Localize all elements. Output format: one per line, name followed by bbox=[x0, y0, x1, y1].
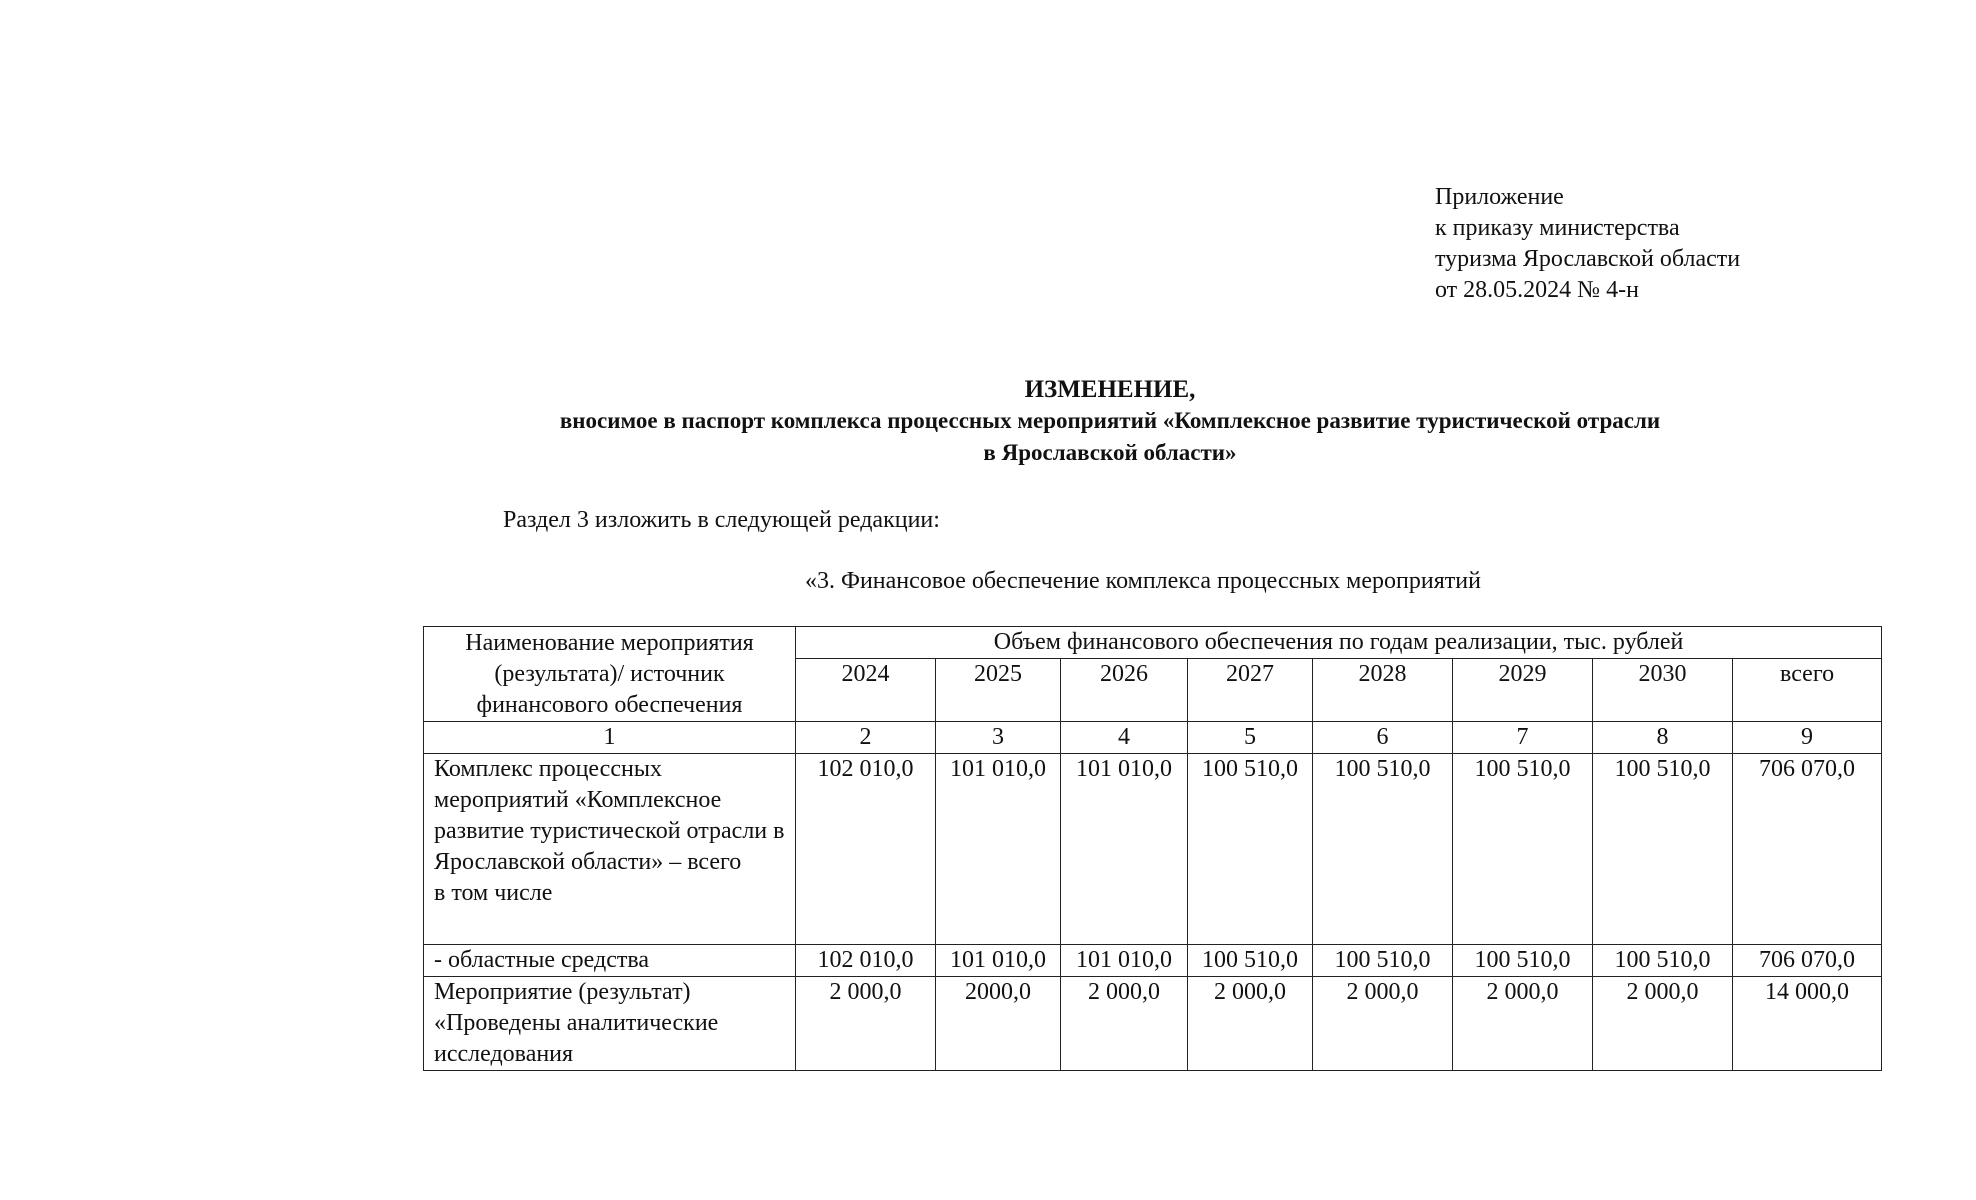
column-number: 7 bbox=[1453, 722, 1593, 754]
heading-line-2: вносимое в паспорт комплекса процессных мероприятий «Комплексное развитие туристической отрасли bbox=[559, 408, 1661, 433]
value-cell: 101 010,0 bbox=[936, 754, 1061, 945]
year-header-2025: 2025 bbox=[936, 659, 1061, 722]
value-cell: 101 010,0 bbox=[936, 945, 1061, 977]
row-name: Комплекс процессных мероприятий «Комплексное развитие туристической отрасли в Ярославской области» – всего в том числе bbox=[424, 754, 796, 945]
appendix-line-1: Приложение bbox=[1435, 184, 1564, 210]
year-header-2024: 2024 bbox=[796, 659, 936, 722]
appendix-line-3: туризма Ярославской области bbox=[1435, 246, 1741, 272]
year-header-2027: 2027 bbox=[1188, 659, 1313, 722]
value-cell-total: 706 070,0 bbox=[1733, 754, 1882, 945]
value-cell: 2 000,0 bbox=[1061, 977, 1188, 1071]
value-cell-total: 706 070,0 bbox=[1733, 945, 1882, 977]
value-cell: 100 510,0 bbox=[1453, 754, 1593, 945]
value-cell: 2 000,0 bbox=[1188, 977, 1313, 1071]
appendix-line-2: к приказу министерства bbox=[1435, 215, 1680, 241]
appendix-line-4: от 28.05.2024 № 4-н bbox=[1435, 277, 1639, 303]
column-number: 6 bbox=[1313, 722, 1453, 754]
column-number-row bbox=[424, 722, 1882, 754]
heading-line-3: в Ярославской области» bbox=[983, 440, 1237, 465]
year-header-2030: 2030 bbox=[1593, 659, 1733, 722]
value-cell-total: 14 000,0 bbox=[1733, 977, 1882, 1071]
value-cell: 2 000,0 bbox=[1313, 977, 1453, 1071]
value-cell: 2 000,0 bbox=[1453, 977, 1593, 1071]
table-row-analytics-event bbox=[424, 977, 1882, 1071]
value-cell: 102 010,0 bbox=[796, 945, 936, 977]
row-name: Мероприятие (результат) «Проведены аналитические исследования bbox=[424, 977, 796, 1071]
row-name: - областные средства bbox=[424, 945, 796, 977]
column-number: 5 bbox=[1188, 722, 1313, 754]
value-cell: 2 000,0 bbox=[796, 977, 936, 1071]
financing-table bbox=[423, 626, 1882, 1071]
value-cell: 100 510,0 bbox=[1593, 754, 1733, 945]
document-heading bbox=[380, 375, 1840, 469]
value-cell: 100 510,0 bbox=[1593, 945, 1733, 977]
year-header-2029: 2029 bbox=[1453, 659, 1593, 722]
financing-group-header: Объем финансового обеспечения по годам реализации, тыс. рублей bbox=[796, 627, 1882, 659]
year-header-2026: 2026 bbox=[1061, 659, 1188, 722]
table-header-row bbox=[424, 627, 1882, 659]
section-title: «3. Финансовое обеспечение комплекса процессных мероприятий bbox=[805, 568, 1481, 594]
column-number: 8 bbox=[1593, 722, 1733, 754]
year-header-2028: 2028 bbox=[1313, 659, 1453, 722]
value-cell: 102 010,0 bbox=[796, 754, 936, 945]
value-cell: 100 510,0 bbox=[1313, 945, 1453, 977]
column-number: 2 bbox=[796, 722, 936, 754]
value-cell: 101 010,0 bbox=[1061, 754, 1188, 945]
appendix-block bbox=[1435, 182, 1740, 306]
value-cell: 2000,0 bbox=[936, 977, 1061, 1071]
value-cell: 100 510,0 bbox=[1453, 945, 1593, 977]
table-row-complex-total bbox=[424, 754, 1882, 945]
value-cell: 100 510,0 bbox=[1188, 945, 1313, 977]
column-number: 3 bbox=[936, 722, 1061, 754]
name-column-header: Наименование мероприятия (результата)/ источник финансового обеспечения bbox=[424, 627, 796, 722]
value-cell: 100 510,0 bbox=[1188, 754, 1313, 945]
intro-text: Раздел 3 изложить в следующей редакции: bbox=[503, 507, 940, 533]
total-header: всего bbox=[1733, 659, 1882, 722]
value-cell: 100 510,0 bbox=[1313, 754, 1453, 945]
column-number: 1 bbox=[424, 722, 796, 754]
value-cell: 2 000,0 bbox=[1593, 977, 1733, 1071]
column-number: 4 bbox=[1061, 722, 1188, 754]
heading-title: ИЗМЕНЕНИЕ, bbox=[1024, 376, 1196, 403]
table-row-regional-funds bbox=[424, 945, 1882, 977]
column-number: 9 bbox=[1733, 722, 1882, 754]
value-cell: 101 010,0 bbox=[1061, 945, 1188, 977]
